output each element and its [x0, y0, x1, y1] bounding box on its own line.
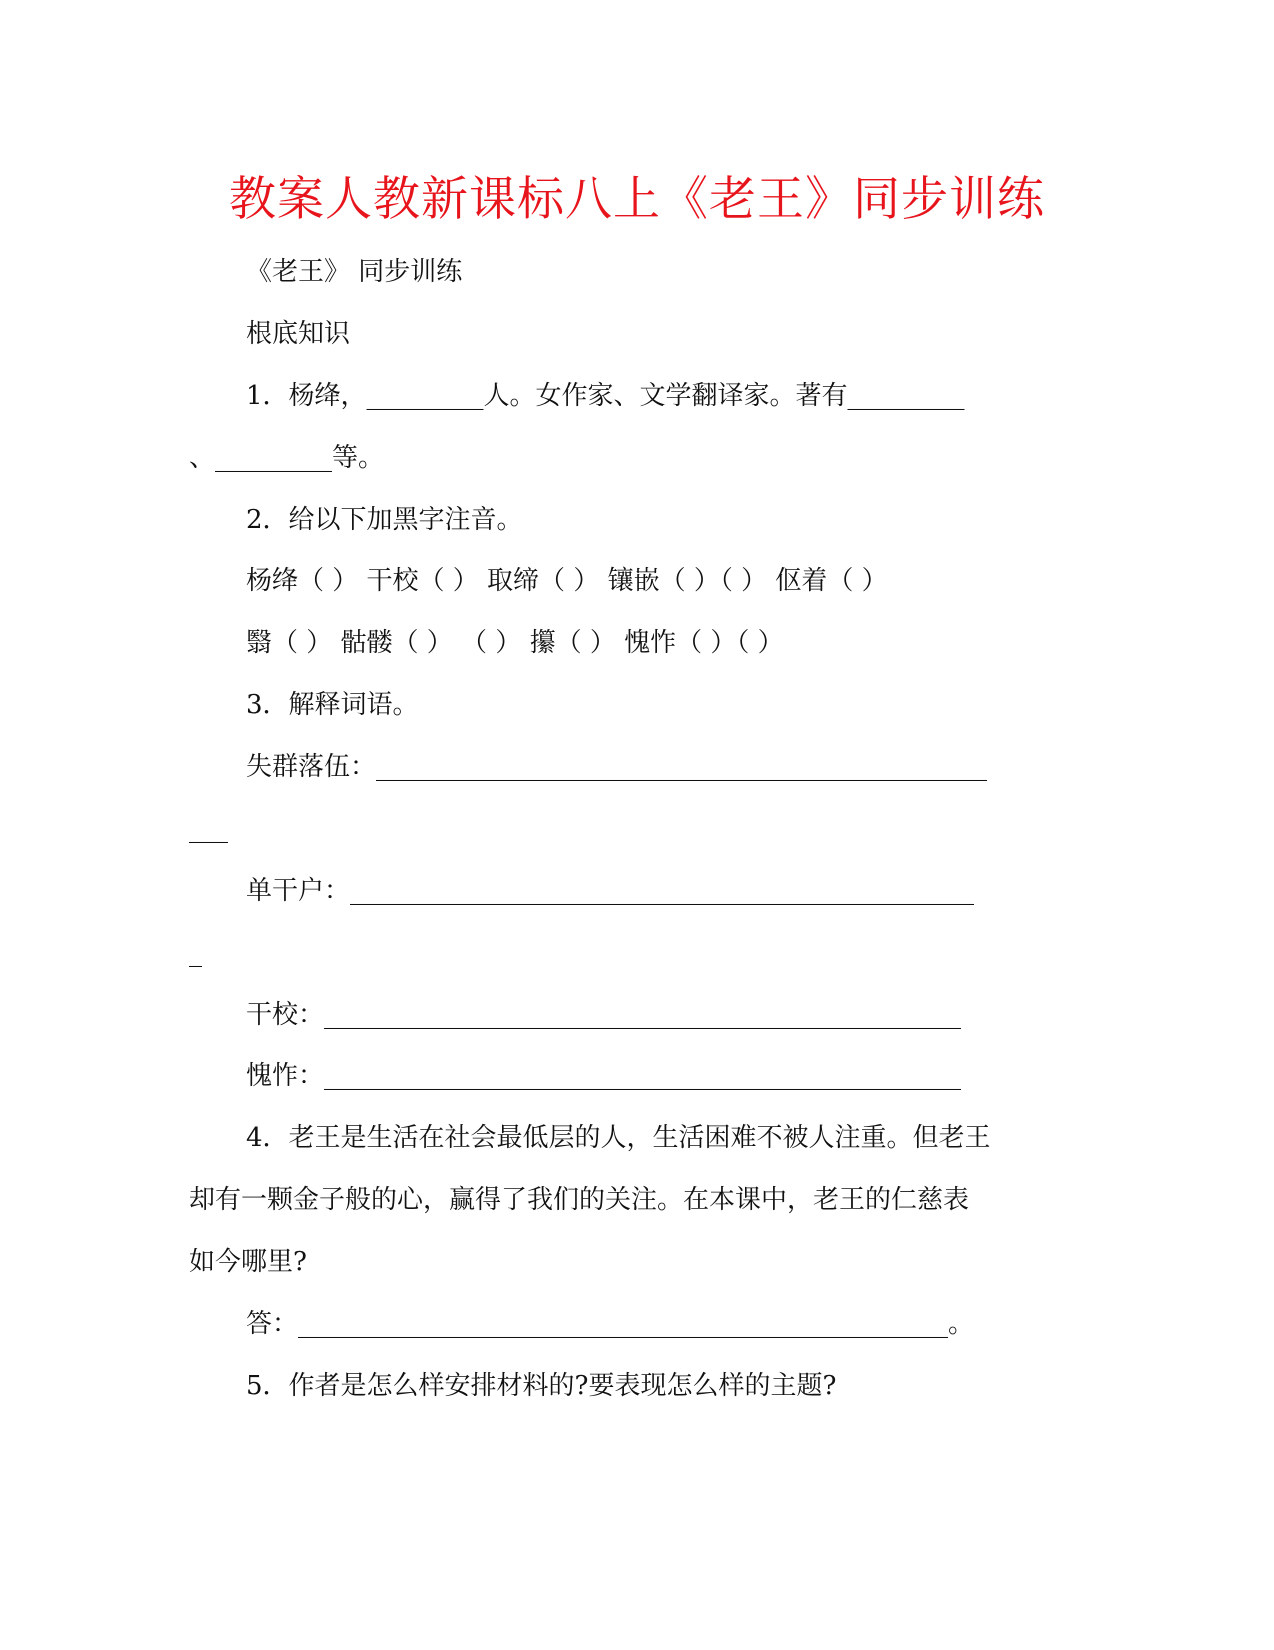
definition-line-kuizuo: 愧怍：_________________________________________________	[246, 1061, 962, 1091]
definition-line-ganxiao: 干校：_________________________________________________	[246, 1000, 962, 1030]
subtitle-line: 《老王》 同步训练	[246, 257, 463, 287]
definition-line-shiqunluowu: 失群落伍：_______________________________________________	[246, 752, 988, 782]
question-4-line-1: 4．老王是生活在社会最低层的人，生活困难不被人注重。但老王	[246, 1123, 991, 1153]
question-4-line-3: 如今哪里?	[189, 1247, 307, 1277]
question-1-line-1: 1．杨绛，_________人。女作家、文学翻译家。著有_________	[246, 381, 965, 411]
definition-line-danganhu-cont: _	[189, 938, 202, 968]
question-1-line-2: 、_________等。	[189, 443, 385, 473]
pinyin-row-2: 翳（ ） 骷髅（ ） （ ） 攥（ ） 愧怍（ ）（ ）	[246, 628, 784, 658]
question-5-line: 5．作者是怎么样安排材料的?要表现怎么样的主题?	[246, 1371, 837, 1401]
question-2-prompt: 2．给以下加黑字注音。	[246, 505, 523, 535]
section-heading: 根底知识	[246, 319, 351, 349]
pinyin-row-1: 杨绛（ ） 干校（ ） 取缔（ ） 镶嵌（ ）（ ） 伛着（ ）	[246, 566, 888, 596]
document-title: 教案人教新课标八上《老王》同步训练	[229, 172, 1045, 227]
answer-line: 答：__________________________________________________。	[246, 1309, 975, 1339]
definition-line-shiqunluowu-cont: ___	[189, 814, 228, 844]
definition-line-danganhu: 单干户：________________________________________________	[246, 876, 975, 906]
question-4-line-2: 却有一颗金子般的心，赢得了我们的关注。在本课中，老王的仁慈表	[189, 1185, 970, 1215]
question-3-prompt: 3．解释词语。	[246, 690, 419, 720]
